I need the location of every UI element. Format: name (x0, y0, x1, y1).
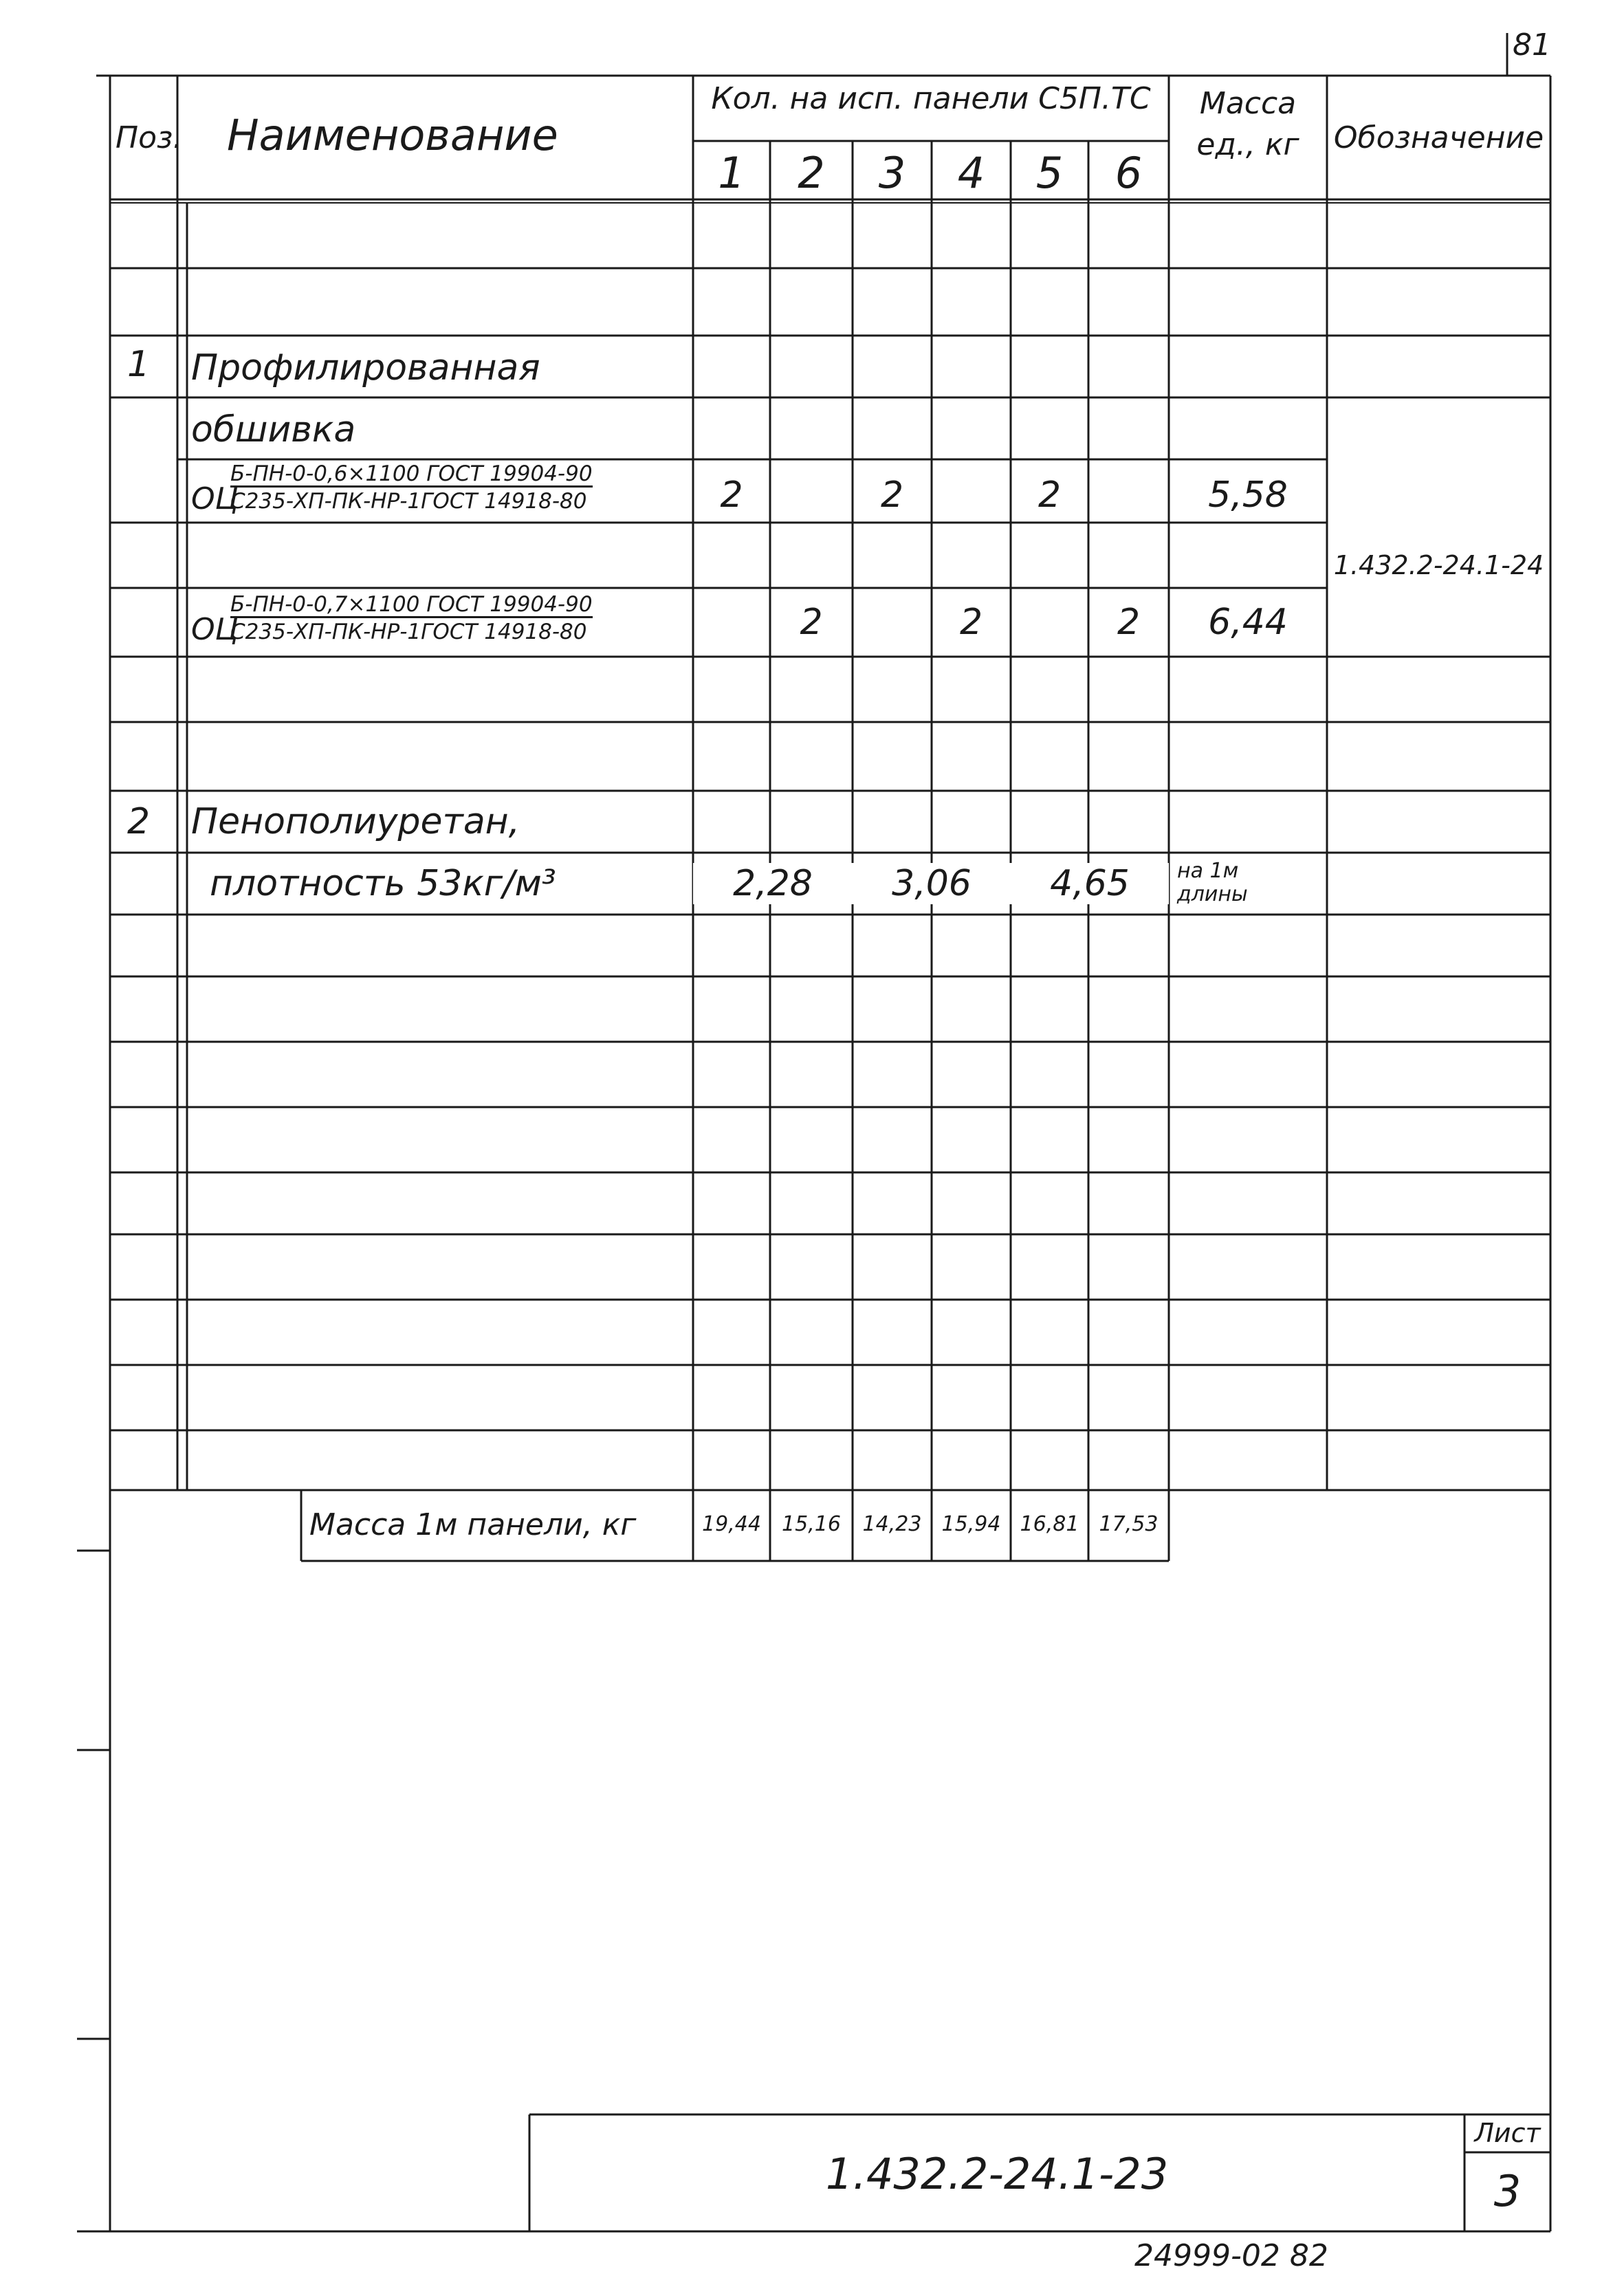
page-number: 81 (1513, 28, 1551, 63)
totals-value-2: 15,16 (782, 1512, 841, 1536)
item-1-variant-1-denominator: С235-ХП-ПК-НР-1ГОСТ 14918-80 (230, 489, 587, 514)
totals-value-3: 14,23 (862, 1512, 922, 1536)
header-qty-col-2: 2 (798, 148, 825, 198)
item-1-variant-2-numerator: Б-ПН-0-0,7×1100 ГОСТ 19904-90 (230, 592, 593, 617)
item-1-variant-2-qty-2: 2 (800, 602, 823, 643)
header-qty-col-4: 4 (957, 148, 985, 198)
header-qty-col-3: 3 (878, 148, 906, 198)
item-1-variant-1-prefix: ОЦ (191, 481, 239, 516)
header-qty-group: Кол. на исп. панели С5П.ТС (711, 81, 1151, 116)
item-1-variant-2-qty-6: 2 (1117, 602, 1141, 643)
item-1-variant-2-prefix: ОЦ (191, 612, 239, 647)
item-2-mass-line1: на 1м (1177, 859, 1239, 883)
item-1-variant-1-mass: 5,58 (1208, 474, 1288, 516)
item-1-variant-2-denominator: С235-ХП-ПК-НР-1ГОСТ 14918-80 (230, 620, 587, 644)
item-1-name-line1: Профилированная (191, 347, 540, 389)
item-2-name-line2: плотность 53кг/м³ (210, 863, 556, 904)
item-1-variant-1-numerator: Б-ПН-0-0,6×1100 ГОСТ 19904-90 (230, 461, 593, 486)
footer-code: 24999-02 82 (1134, 2238, 1328, 2273)
item-2-name-line1: Пенополиуретан, (191, 801, 520, 842)
item-1-name-line2: обшивка (191, 409, 356, 450)
header-qty-col-1: 1 (718, 148, 745, 198)
item-1-designation: 1.432.2-24.1-24 (1333, 550, 1544, 580)
totals-value-5: 16,81 (1020, 1512, 1079, 1536)
item-1-variant-1-qty-5: 2 (1038, 474, 1062, 516)
item-2-qty-merged-3: 4,65 (1011, 863, 1169, 904)
totals-value-4: 15,94 (941, 1512, 1001, 1536)
totals-value-1: 19,44 (702, 1512, 761, 1536)
header-mass-line2: ед., кг (1196, 127, 1299, 162)
item-1-variant-1-qty-3: 2 (880, 474, 904, 516)
doc-code: 1.432.2-24.1-23 (825, 2149, 1169, 2199)
item-1-pos: 1 (127, 344, 151, 385)
item-2-mass-line2: длины (1177, 882, 1248, 906)
header-name: Наименование (227, 110, 558, 160)
header-pos: Поз. (116, 120, 183, 155)
item-1-variant-2-qty-4: 2 (959, 602, 983, 643)
sheet-number: 3 (1493, 2166, 1522, 2216)
sheet-label: Лист (1474, 2118, 1541, 2148)
header-qty-col-5: 5 (1035, 148, 1064, 198)
item-2-pos: 2 (127, 801, 151, 842)
item-1-variant-2-mass: 6,44 (1208, 602, 1288, 643)
totals-label: Масса 1м панели, кг (309, 1507, 637, 1542)
header-designation: Обозначение (1333, 120, 1544, 155)
item-2-qty-merged-1: 2,28 (693, 863, 853, 904)
totals-value-6: 17,53 (1099, 1512, 1159, 1536)
item-1-variant-1-qty-1: 2 (720, 474, 743, 516)
header-qty-col-6: 6 (1115, 148, 1143, 198)
item-2-qty-merged-2: 3,06 (853, 863, 1011, 904)
header-mass-line1: Масса (1199, 86, 1297, 121)
